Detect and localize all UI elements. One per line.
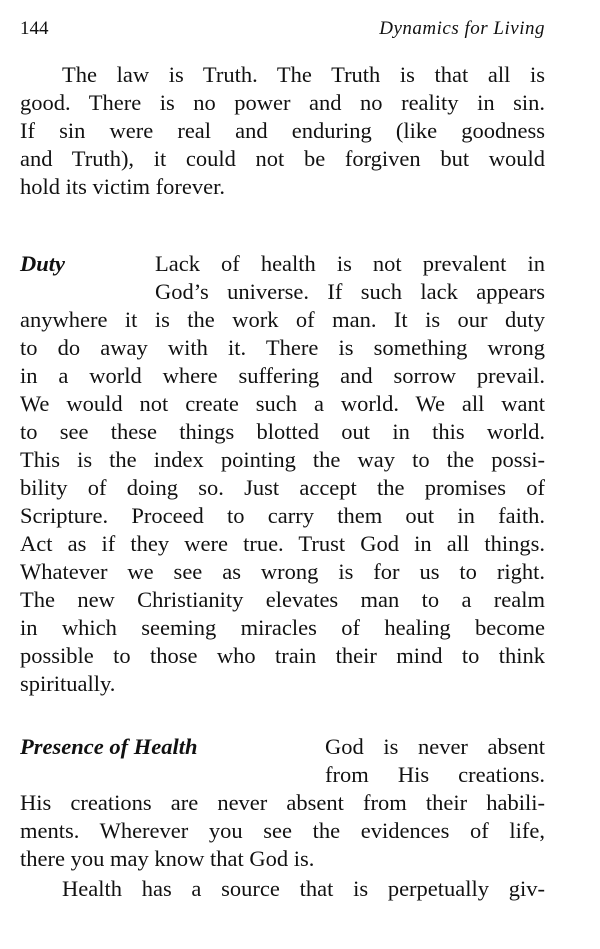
text-line: The law is Truth. The Truth is that all is	[62, 62, 545, 87]
text-line: there you may know that God is.	[20, 846, 315, 871]
text-line: God is never absent	[325, 734, 545, 759]
text-line: ments. Wherever you see the evidences of life,	[20, 818, 545, 843]
text-line: hold its victim forever.	[20, 174, 225, 199]
text-line: in a world where suffering and sorrow prevail.	[20, 363, 545, 388]
text-line: good. There is no power and no reality in sin.	[20, 90, 545, 115]
text-line: We would not create such a world. We all want	[20, 391, 545, 416]
text-line: and Truth), it could not be forgiven but would	[20, 146, 545, 171]
text-line: Act as if they were true. Trust God in all things.	[20, 531, 545, 556]
text-line: bility of doing so. Just accept the promises of	[20, 475, 545, 500]
section-heading: Duty	[20, 251, 65, 276]
section-heading: Presence of Health	[20, 734, 198, 759]
text-line: Scripture. Proceed to carry them out in faith.	[20, 503, 545, 528]
text-line: spiritually.	[20, 671, 116, 696]
text-line: to do away with it. There is something wrong	[20, 335, 545, 360]
text-line: from His creations.	[325, 762, 545, 787]
page-number: 144	[20, 18, 49, 39]
text-line: If sin were real and enduring (like goodness	[20, 118, 545, 143]
text-line: God’s universe. If such lack appears	[155, 279, 545, 304]
text-line: Whatever we see as wrong is for us to right.	[20, 559, 545, 584]
running-title: Dynamics for Living	[379, 18, 545, 39]
text-line: This is the index pointing the way to the possi-	[20, 447, 545, 472]
text-line: to see these things blotted out in this world.	[20, 419, 545, 444]
text-line: Health has a source that is perpetually giv-	[62, 876, 545, 901]
text-line: anywhere it is the work of man. It is our duty	[20, 307, 545, 332]
text-line: Lack of health is not prevalent in	[155, 251, 545, 276]
text-line: possible to those who train their mind to think	[20, 643, 545, 668]
text-line: His creations are never absent from their habili-	[20, 790, 545, 815]
text-line: The new Christianity elevates man to a realm	[20, 587, 545, 612]
text-line: in which seeming miracles of healing become	[20, 615, 545, 640]
